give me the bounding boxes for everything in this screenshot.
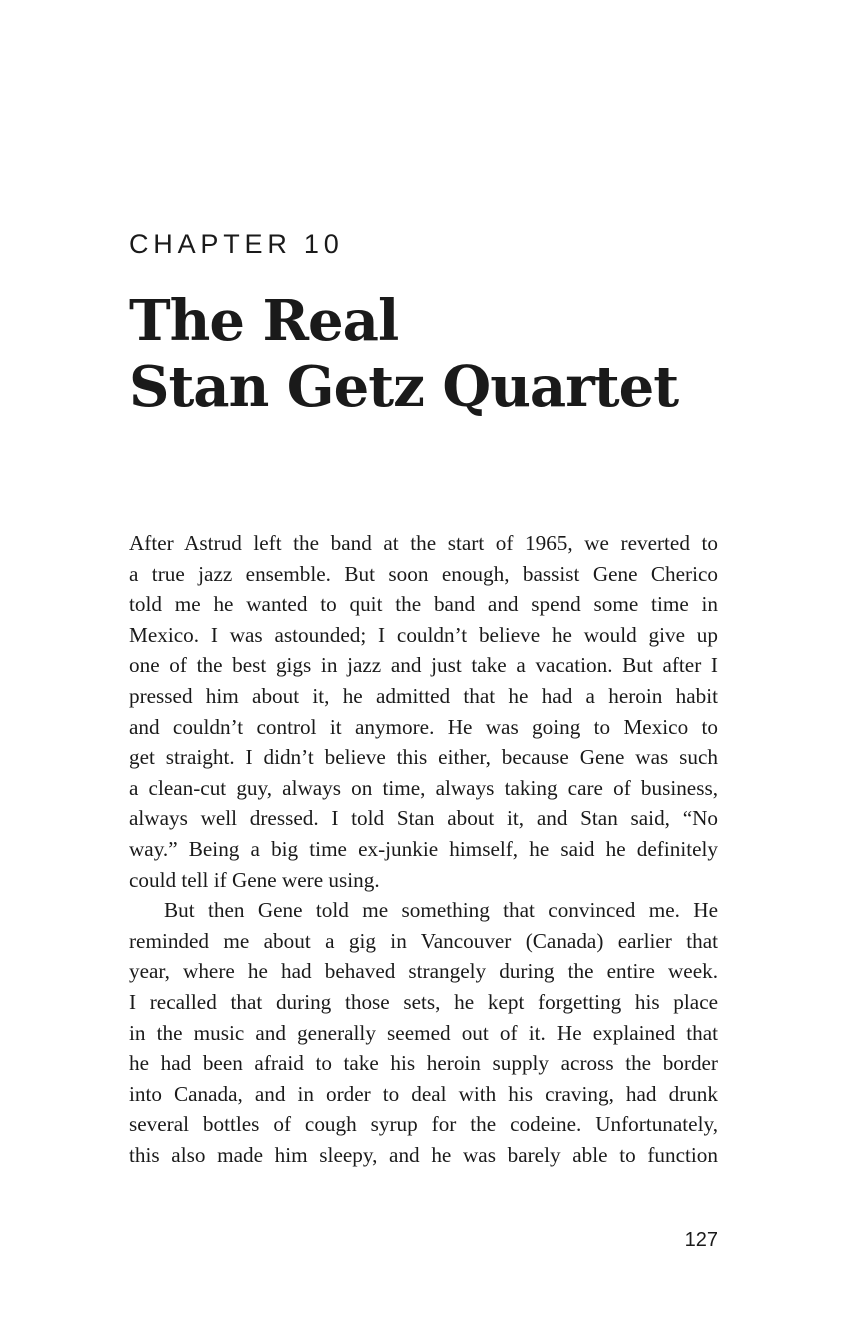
text-line: a clean-cut guy, always on time, always taking care of business, xyxy=(129,775,718,800)
text-line: a true jazz ensemble. But soon enough, bassist Gene Cherico xyxy=(129,561,718,586)
text-line: into Canada, and in order to deal with his craving, had drunk xyxy=(129,1081,718,1106)
text-line: several bottles of cough syrup for the codeine. Unfortunately, xyxy=(129,1112,718,1137)
text-line: pressed him about it, he admitted that he had a heroin habit xyxy=(129,683,718,708)
text-line: always well dressed. I told Stan about it, and Stan said, “No xyxy=(129,806,718,831)
body-text xyxy=(129,528,718,1170)
text-line: year, where he had behaved strangely during the entire week. xyxy=(129,959,718,984)
text-line: one of the best gigs in jazz and just take a vacation. But after I xyxy=(129,653,718,678)
text-line: in the music and generally seemed out of it. He explained that xyxy=(129,1020,718,1045)
chapter-title-line: Stan Getz Quartet xyxy=(129,354,679,420)
text-line: reminded me about a gig in Vancouver (Canada) earlier that xyxy=(129,928,718,953)
paragraph xyxy=(129,528,718,895)
text-line: Mexico. I was astounded; I couldn’t believe he would give up xyxy=(129,622,718,647)
text-line: and couldn’t control it anymore. He was going to Mexico to xyxy=(129,714,718,739)
chapter-title xyxy=(129,288,678,420)
paragraph xyxy=(129,895,718,1170)
chapter-title-line: The Real xyxy=(129,288,399,354)
text-line: But then Gene told me something that convinced me. He xyxy=(164,898,718,923)
text-line: this also made him sleepy, and he was barely able to function xyxy=(129,1142,718,1167)
text-line: I recalled that during those sets, he kept forgetting his place xyxy=(129,989,718,1014)
text-line: could tell if Gene were using. xyxy=(129,867,380,892)
text-line: told me he wanted to quit the band and spend some time in xyxy=(129,592,718,617)
text-line: get straight. I didn’t believe this either, because Gene was such xyxy=(129,745,718,770)
text-line: he had been afraid to take his heroin supply across the border xyxy=(129,1051,718,1076)
page-number: 127 xyxy=(684,1229,718,1251)
text-line: way.” Being a big time ex-junkie himself, he said he definitely xyxy=(129,836,718,861)
text-line: After Astrud left the band at the start of 1965, we reverted to xyxy=(129,531,718,555)
chapter-label: CHAPTER 10 xyxy=(129,229,344,259)
